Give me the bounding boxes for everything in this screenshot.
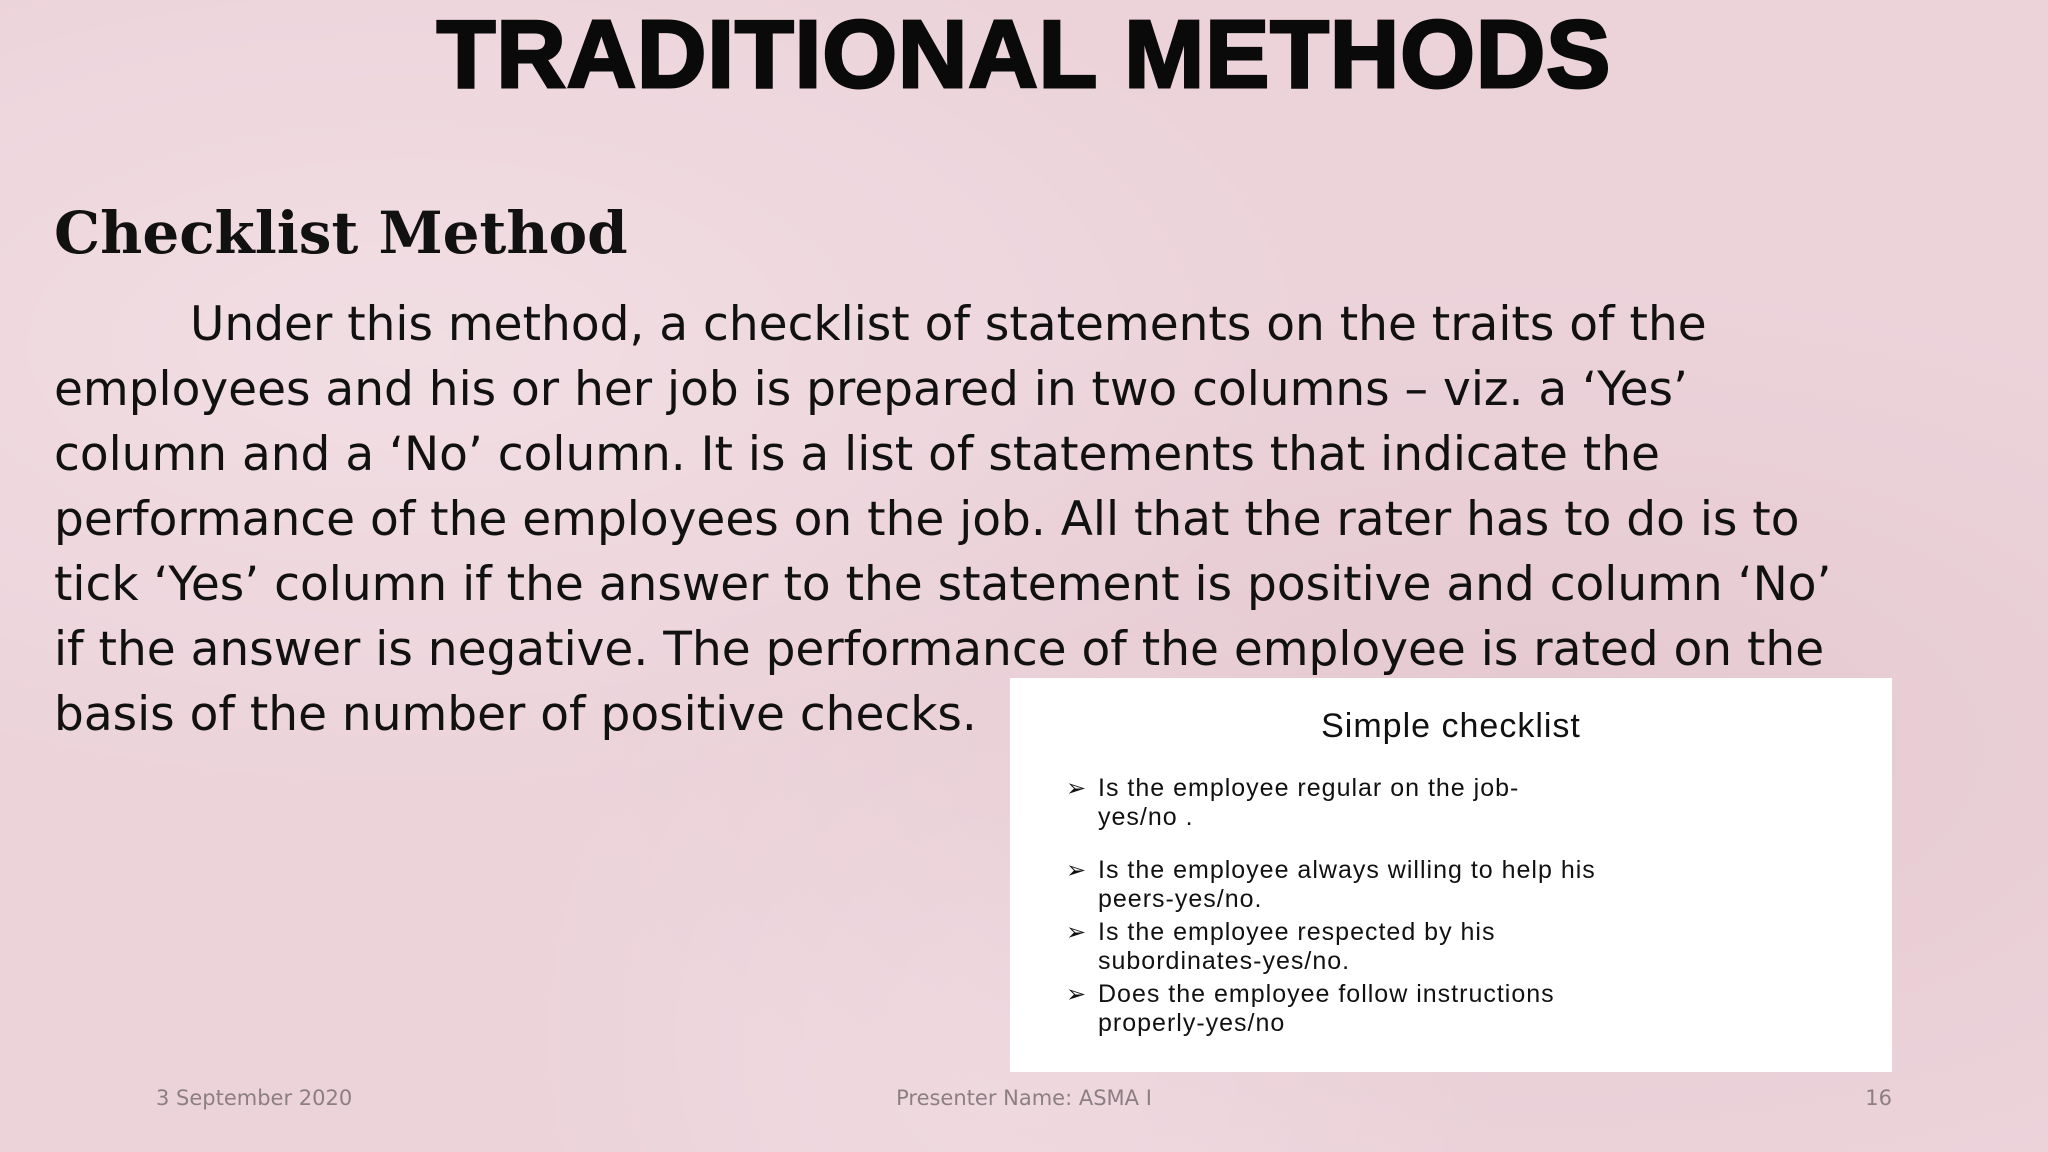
checklist-image <box>1010 678 1892 1072</box>
arrowhead-bullet-icon: ➢ <box>1066 981 1088 1008</box>
body-line: performance of the employees on the job. All that the rater has to do is to <box>54 492 1800 547</box>
footer-page-number: 16 <box>1865 1086 1892 1110</box>
checklist-item-line: subordinates-yes/no. <box>1098 947 1351 975</box>
body-line: basis of the number of positive checks. <box>54 687 977 742</box>
checklist-item <box>1066 980 1866 1038</box>
checklist-item <box>1066 918 1866 976</box>
body-line: Under this method, a checklist of statements on the traits of the <box>190 297 1707 352</box>
body-line: tick ‘Yes’ column if the answer to the statement is positive and column ‘No’ <box>54 557 1832 612</box>
footer-presenter: Presenter Name: ASMA I <box>896 1086 1152 1110</box>
checklist-item-line: Is the employee respected by his <box>1098 918 1496 946</box>
footer-date: 3 September 2020 <box>156 1086 353 1110</box>
checklist-item-line: properly-yes/no <box>1098 1009 1286 1037</box>
checklist-title: Simple checklist <box>1321 707 1581 745</box>
slide-title: TRADITIONAL METHODS <box>436 1 1612 108</box>
checklist-item <box>1066 774 1866 832</box>
checklist-item-line: yes/no . <box>1098 803 1194 831</box>
checklist-item <box>1066 856 1866 914</box>
arrowhead-bullet-icon: ➢ <box>1066 919 1088 946</box>
body-line: if the answer is negative. The performance of the employee is rated on the <box>54 622 1825 677</box>
body-line: employees and his or her job is prepared in two columns – viz. a ‘Yes’ <box>54 362 1688 417</box>
section-heading: Checklist Method <box>54 199 628 267</box>
arrowhead-bullet-icon: ➢ <box>1066 857 1088 884</box>
arrowhead-bullet-icon: ➢ <box>1066 775 1088 802</box>
checklist-item-line: Is the employee regular on the job- <box>1098 774 1520 802</box>
checklist-item-line: Is the employee always willing to help his <box>1098 856 1596 884</box>
checklist-item-line: Does the employee follow instructions <box>1098 980 1555 1008</box>
checklist-item-line: peers-yes/no. <box>1098 885 1263 913</box>
body-line: column and a ‘No’ column. It is a list of statements that indicate the <box>54 427 1660 482</box>
checklist-list <box>1066 774 1866 1042</box>
